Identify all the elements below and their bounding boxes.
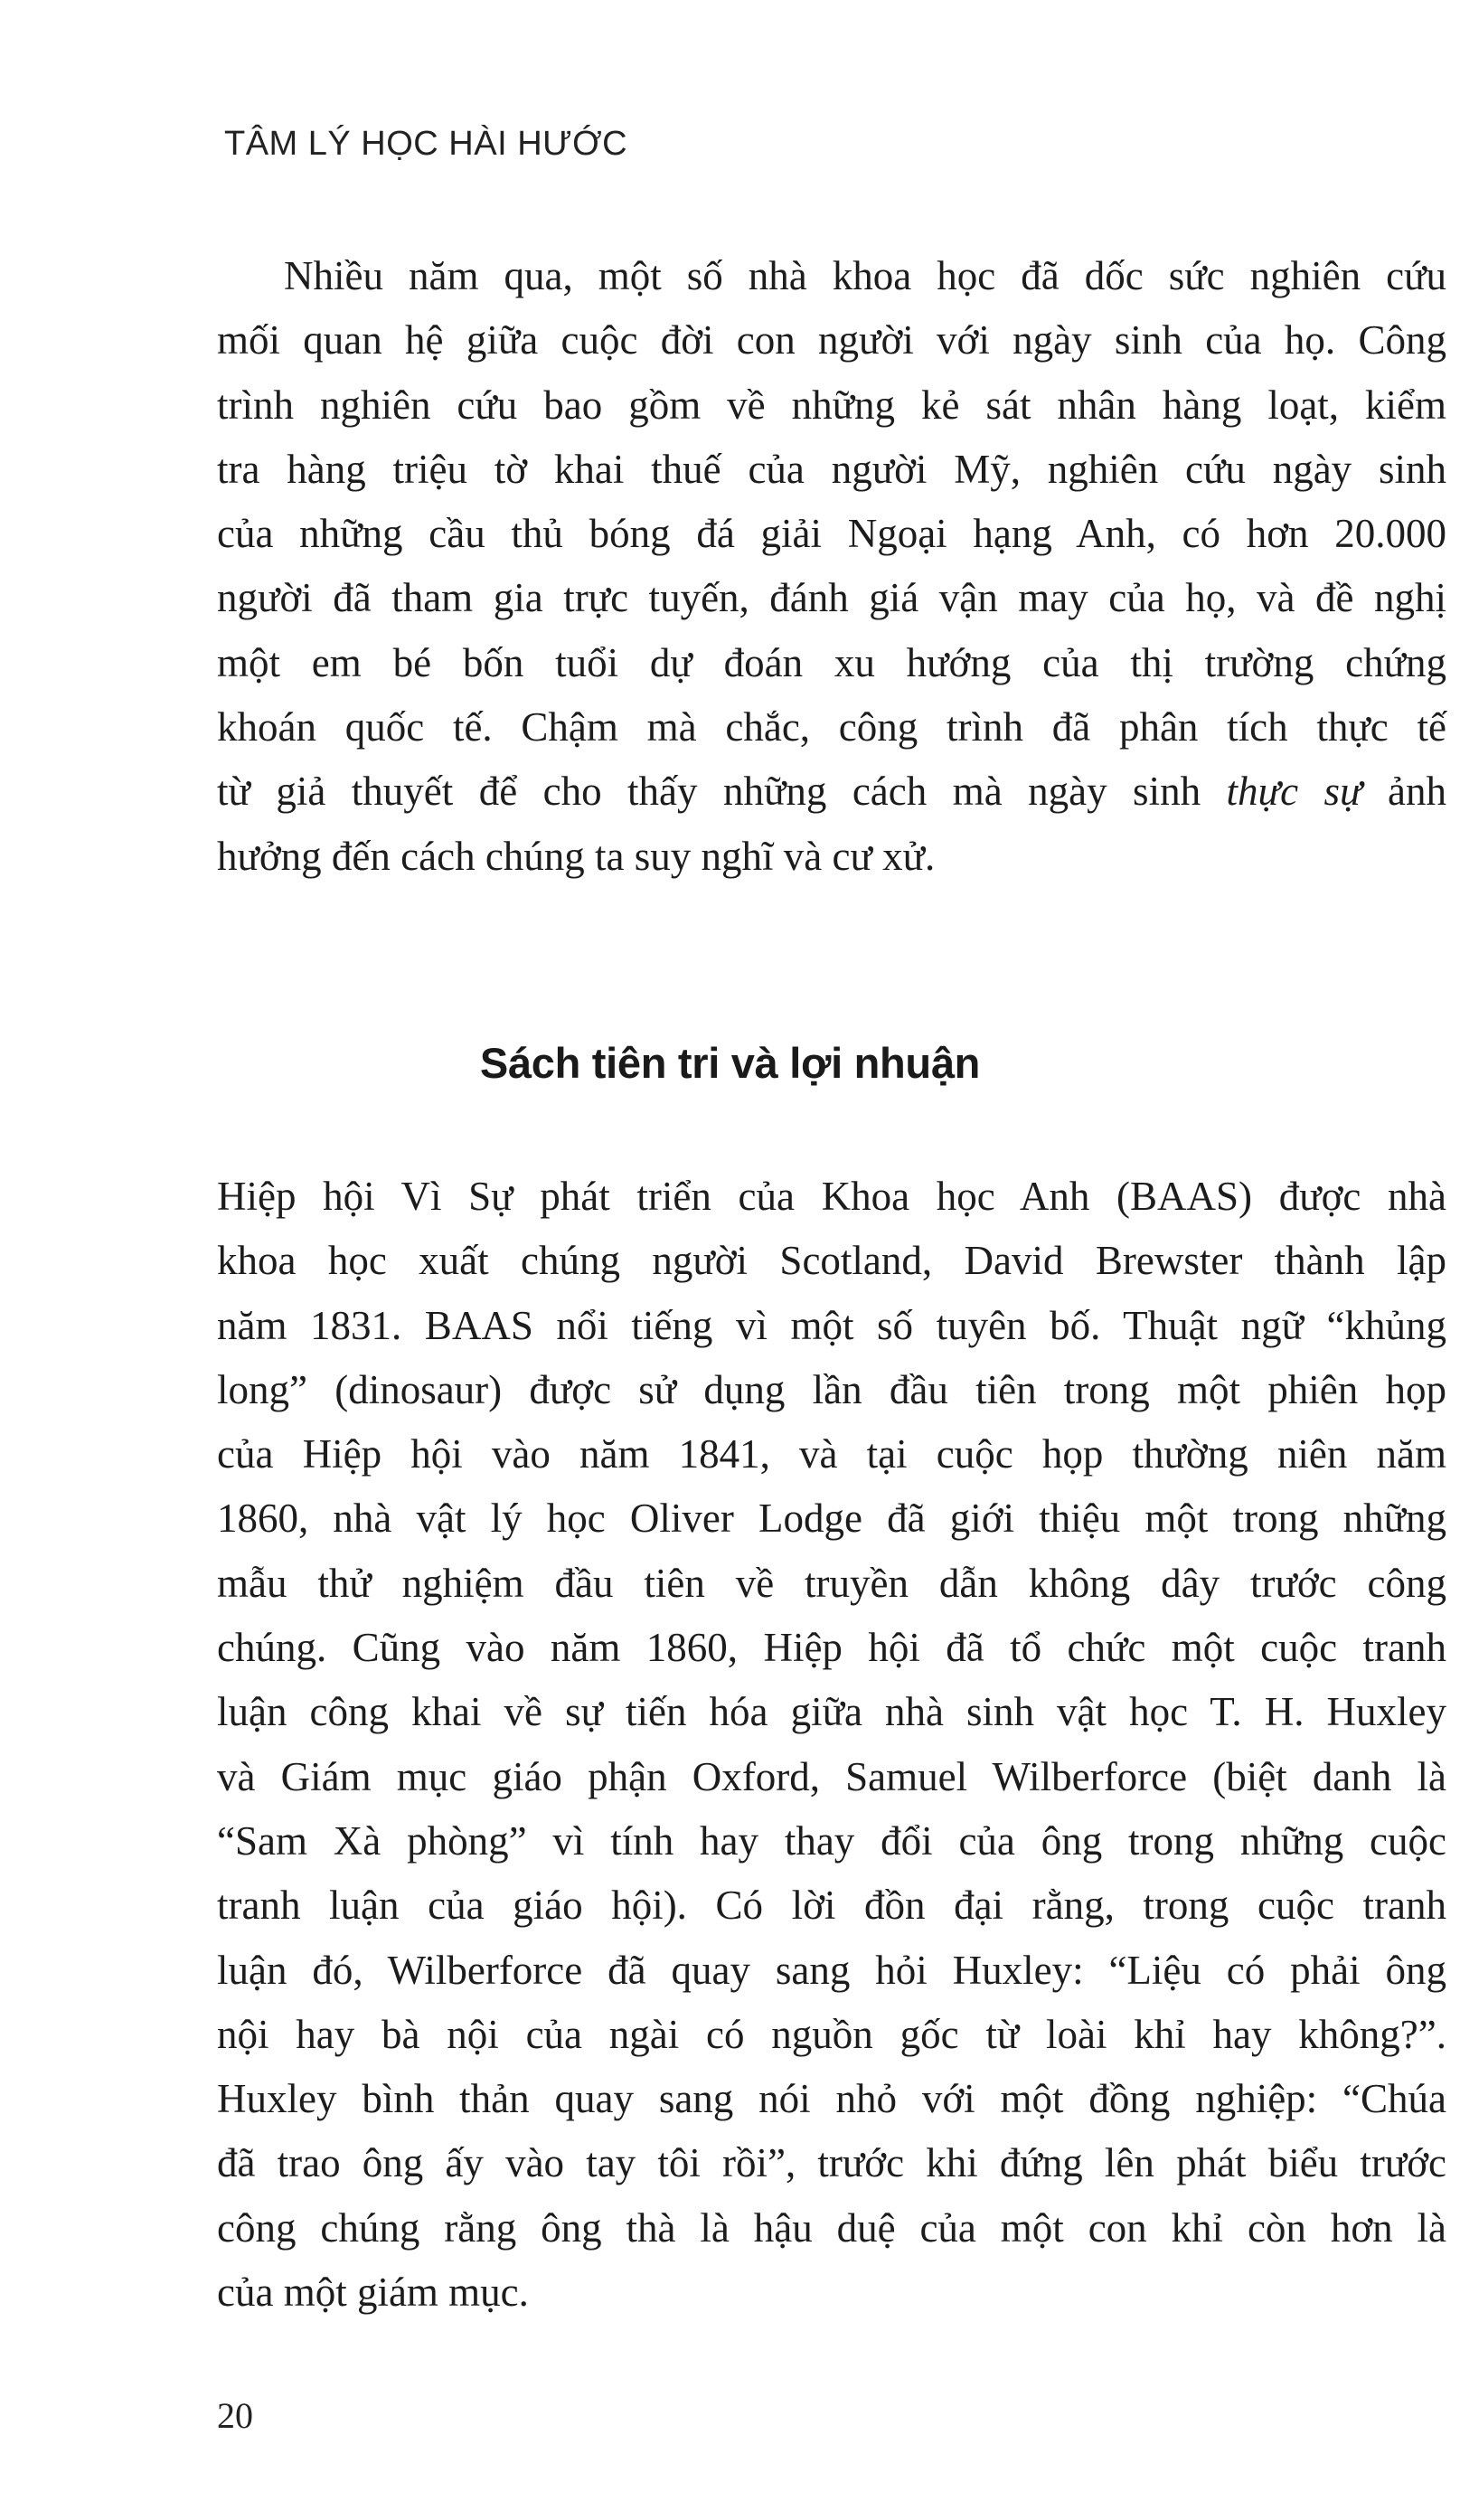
text-line: của những cầu thủ bóng đá giải Ngoại hạng Anh, có hơn 20.000 [217,511,1446,557]
text-line-with-italic [217,760,1446,824]
page-number: 20 [217,2395,253,2436]
text-segment: ảnh [1388,769,1446,815]
text-line: “Sam Xà phòng” vì tính hay thay đổi của ông trong những cuộc [217,1817,1446,1864]
text-line: chúng. Cũng vào năm 1860, Hiệp hội đã tổ chức một cuộc tranh [217,1625,1446,1671]
text-line: người đã tham gia trực tuyến, đánh giá vận may của họ, và đề nghị [217,575,1446,621]
section-heading: Sách tiên tri và lợi nhuận [479,1039,981,1087]
text-line: Hiệp hội Vì Sự phát triển của Khoa học Anh (BAAS) được nhà [217,1174,1446,1219]
text-line: khoán quốc tế. Chậm mà chắc, công trình đã phân tích thực tế [217,704,1446,750]
text-line: công chúng rằng ông thà là hậu duệ của một con khỉ còn hơn là [217,2204,1446,2251]
text-line: 1860, nhà vật lý học Oliver Lodge đã giới thiệu một trong những [217,1496,1446,1542]
text-line: Nhiều năm qua, một số nhà khoa học đã dốc sức nghiên cứu [284,253,1446,298]
italic-emphasis: thực sự [1226,769,1362,815]
text-line: năm 1831. BAAS nổi tiếng vì một số tuyên bố. Thuật ngữ “khủng [217,1302,1446,1348]
running-header: TÂM LÝ HỌC HÀI HƯỚC [224,125,628,163]
text-line: Huxley bình thản quay sang nói nhỏ với một đồng nghiệp: “Chúa [217,2076,1446,2122]
text-line: khoa học xuất chúng người Scotland, David Brewster thành lập [217,1238,1446,1284]
text-line: hưởng đến cách chúng ta suy nghĩ và cư xử. [217,833,936,879]
text-line: long” (dinosaur) được sử dụng lần đầu tiên trong một phiên họp [217,1366,1446,1412]
text-line: mối quan hệ giữa cuộc đời con người với ngày sinh của họ. Công [217,317,1446,363]
text-line: một em bé bốn tuổi dự đoán xu hướng của thị trường chứng [217,639,1446,685]
text-line: trình nghiên cứu bao gồm về những kẻ sát nhân hàng loạt, kiểm [217,382,1446,428]
text-line: luận công khai về sự tiến hóa giữa nhà sinh vật học T. H. Huxley [217,1689,1446,1735]
text-line: của Hiệp hội vào năm 1841, và tại cuộc họp thường niên năm [217,1431,1446,1477]
text-line: đã trao ông ấy vào tay tôi rồi”, trước khi đứng lên phát biểu trước [217,2140,1446,2186]
text-segment: từ giả thuyết để cho thấy những cách mà ngày sinh [217,769,1201,815]
paragraph-baas [217,1165,1446,2325]
text-line: tra hàng triệu tờ khai thuế của người Mỹ, nghiên cứu ngày sinh [217,446,1446,492]
text-line: luận đó, Wilberforce đã quay sang hỏi Huxley: “Liệu có phải ông [217,1947,1446,1993]
text-line: và Giám mục giáo phận Oxford, Samuel Wilberforce (biệt danh là [217,1753,1446,1799]
text-line: nội hay bà nội của ngài có nguồn gốc từ loài khỉ hay không?”. [217,2011,1446,2057]
text-line: mẫu thử nghiệm đầu tiên về truyền dẫn không dây trước công [217,1560,1446,1606]
paragraph-intro [217,244,1446,889]
text-line: của một giám mục. [217,2270,529,2316]
text-line: tranh luận của giáo hội). Có lời đồn đại rằng, trong cuộc tranh [217,1883,1446,1929]
